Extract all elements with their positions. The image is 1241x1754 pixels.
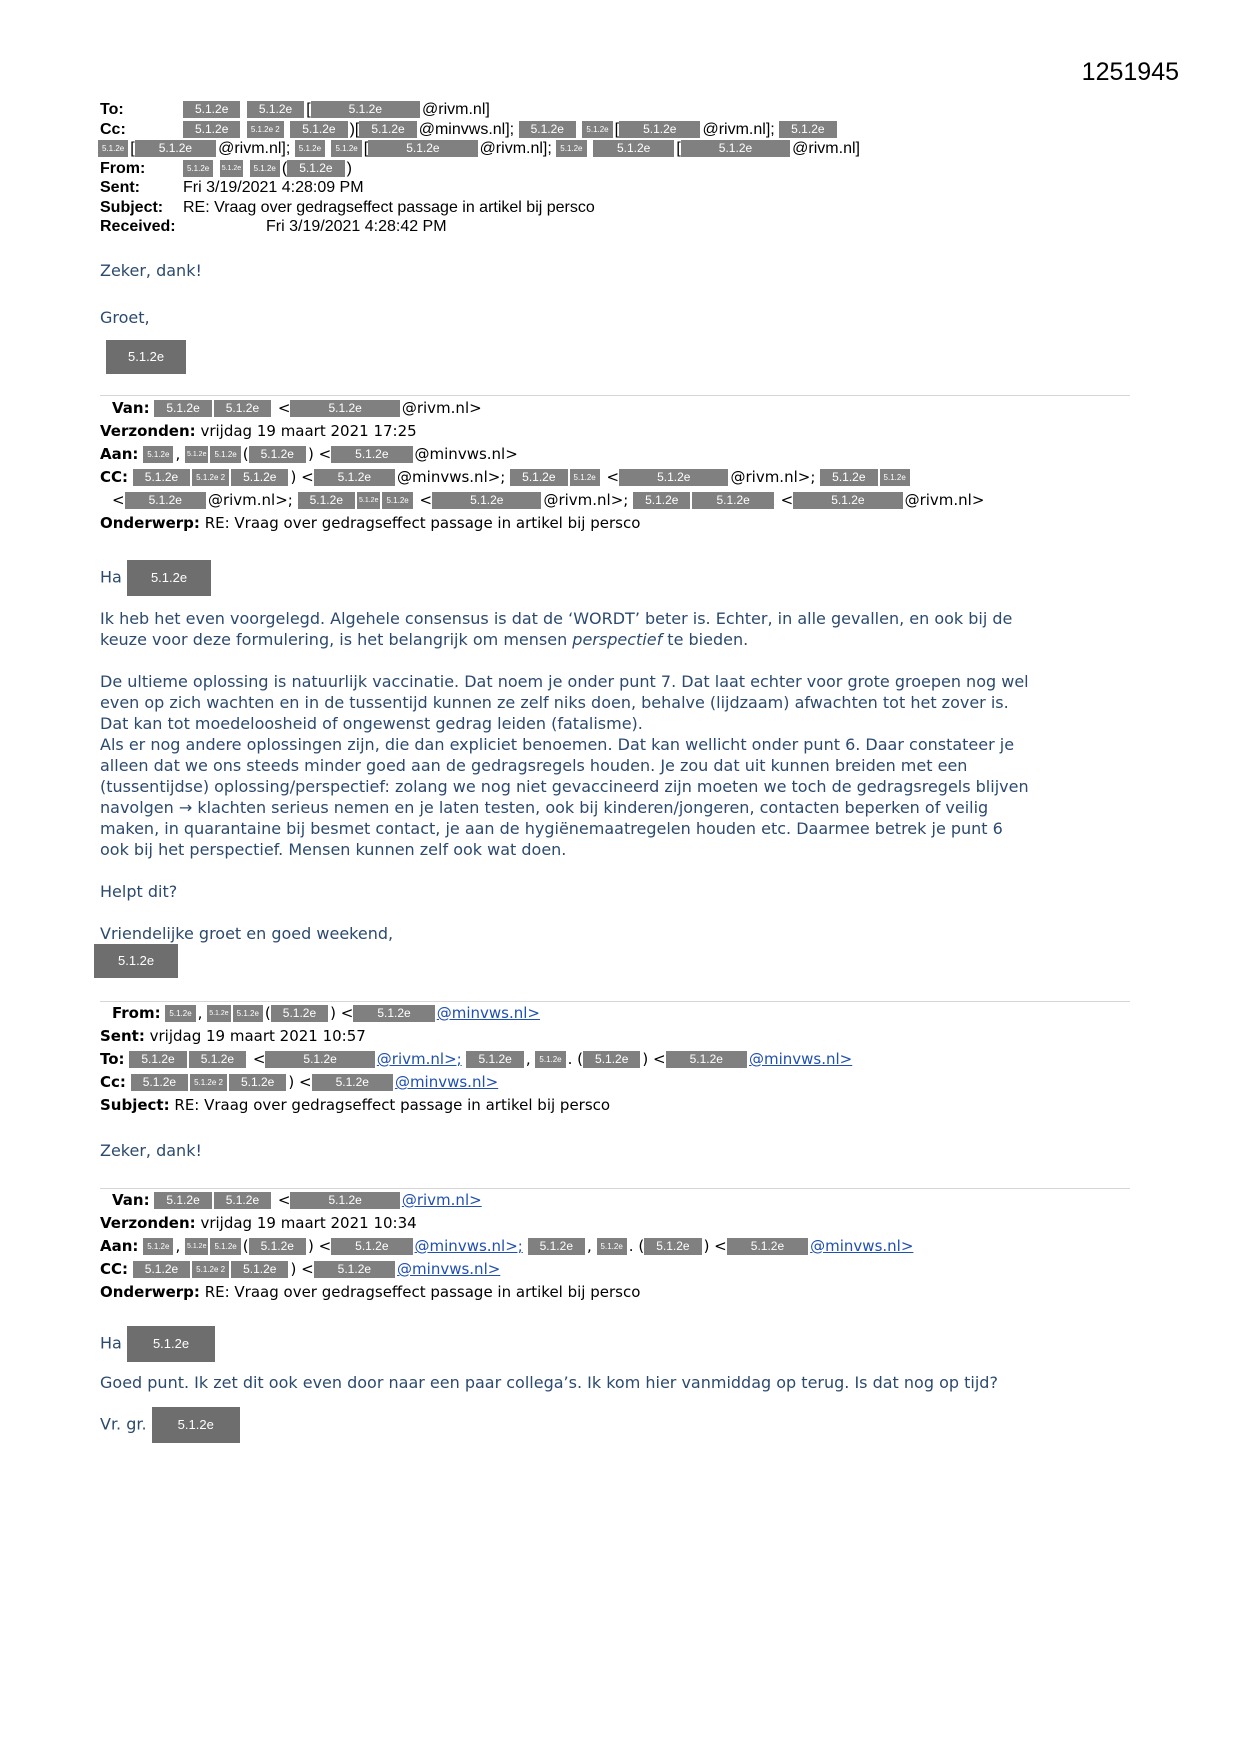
- redaction: 5.1.2e: [185, 1238, 208, 1255]
- to-value: 5.1.2e 5.1.2e [ 5.1.2e @rivm.nl]: [183, 100, 490, 120]
- redaction: 5.1.2e: [287, 160, 344, 177]
- subject-value: RE: Vraag over gedragseffect passage in artikel bij persco: [174, 1096, 611, 1114]
- message-2-header: Van: 5.1.2e 5.1.2e < 5.1.2e @rivm.nl> Verzonden: vrijdag 19 maart 2021 17:25 Aan: 5.1.2e , 5.1.2e 5.1.2e ( 5.1.2e ) < 5.1.2e @minvws.nl> CC: 5.1.2e 5.1.2e 2 5.1.2e ) < 5.1.2e @minvws.nl>; 5.1.2e 5.1.2e < 5.1.2e @rivm.nl>; 5.1.2e 5.1.2e < 5.1.2e @rivm.nl>; 5.1.2e 5.1.2e 5.1.2e < 5.1.2e @rivm.nl>; 5.1.2e 5.1.2e < 5.1.2e @rivm.nl> Onderwerp: RE: Vraag over gedragseffect passage in artikel bij persco: [100, 399, 985, 532]
- redaction: 5.1.2e: [368, 140, 477, 157]
- redaction: 5.1.2e 2: [192, 1261, 229, 1278]
- van-link[interactable]: @rivm.nl>: [401, 1191, 482, 1209]
- redaction: 5.1.2e: [466, 1051, 523, 1068]
- sent-value: Fri 3/19/2021 4:28:09 PM: [183, 179, 364, 196]
- redaction: 5.1.2e: [314, 1261, 395, 1278]
- redaction: 5.1.2e 2: [190, 1074, 227, 1091]
- redaction: 5.1.2e: [98, 140, 128, 157]
- redaction: 5.1.2e: [619, 469, 728, 486]
- message-4-closing: [100, 1407, 1140, 1443]
- to-label: To:: [100, 1050, 125, 1068]
- redaction: 5.1.2e: [250, 160, 280, 177]
- message-3-line: Zeker, dank!: [100, 1141, 202, 1160]
- sent-label: Sent:: [100, 179, 140, 196]
- cc-rivm: @rivm.nl];: [218, 140, 291, 157]
- subject-label: Subject:: [100, 198, 164, 216]
- redaction: 5.1.2e: [582, 121, 612, 138]
- cc-label: Cc:: [100, 120, 126, 138]
- redaction: 5.1.2e: [681, 140, 790, 157]
- header-from-row: [100, 159, 1160, 179]
- redaction: 5.1.2e: [127, 560, 211, 596]
- redaction: 5.1.2e: [727, 1238, 808, 1255]
- greeting-text: Ha: [100, 1333, 122, 1353]
- from-label: From:: [100, 159, 146, 177]
- redaction: 5.1.2e: [556, 140, 586, 157]
- redaction: 5.1.2e: [432, 492, 541, 509]
- redaction: 5.1.2e: [131, 1074, 188, 1091]
- message-1-greeting: Groet,: [100, 308, 150, 327]
- redaction: 5.1.2e: [214, 400, 271, 417]
- to-minvws-link[interactable]: @minvws.nl>: [748, 1050, 853, 1068]
- redaction: 5.1.2e: [331, 140, 361, 157]
- received-label: Received:: [100, 218, 176, 235]
- redaction: 5.1.2e: [570, 469, 600, 486]
- message-4-header: Van: 5.1.2e 5.1.2e < 5.1.2e @rivm.nl> Verzonden: vrijdag 19 maart 2021 10:34 Aan: 5.1.2e , 5.1.2e 5.1.2e ( 5.1.2e ) < 5.1.2e @minvws.nl>; 5.1.2e , 5.1.2e . ( 5.1.2e ) < 5.1.2e @minvws.nl> CC: 5.1.2e 5.1.2e 2 5.1.2e ) < 5.1.2e @minvws.nl> Onderwerp: RE: Vraag over gedragseffect passage in artikel bij persco: [100, 1191, 914, 1301]
- redaction: 5.1.2e: [779, 121, 836, 138]
- cc-label: CC:: [100, 1260, 129, 1278]
- redaction: 5.1.2e: [633, 492, 690, 509]
- redaction: 5.1.2e: [229, 1074, 286, 1091]
- redaction: 5.1.2e: [127, 1326, 215, 1362]
- cc-minvws-link[interactable]: @minvws.nl>: [397, 1260, 501, 1278]
- cc-rivm: @rivm.nl>;: [543, 491, 629, 509]
- paragraph-1-line-2: [100, 629, 1140, 650]
- closing-line: Vriendelijke groet en goed weekend,: [100, 924, 394, 943]
- redaction: 5.1.2e: [183, 121, 240, 138]
- redaction: 5.1.2e: [94, 944, 178, 978]
- cc-value: 5.1.2e 5.1.2e 2 5.1.2e )[ 5.1.2e @minvws.nl]; 5.1.2e 5.1.2e [ 5.1.2e @rivm.nl]; 5.1.2e: [183, 120, 839, 140]
- redaction: 5.1.2e: [880, 469, 910, 486]
- received-value: Fri 3/19/2021 4:28:42 PM: [266, 218, 447, 235]
- verzonden-value: vrijdag 19 maart 2021 17:25: [200, 422, 417, 440]
- cc-rivm: @rivm.nl>;: [730, 468, 816, 486]
- redaction: 5.1.2e: [290, 121, 347, 138]
- redaction: 5.1.2e: [143, 1238, 173, 1255]
- paragraph-2-line-9: ook bij het perspectief. Mensen kunnen zelf ook wat doen.: [100, 840, 567, 859]
- signature-redaction: [94, 944, 1140, 978]
- van-label: Van:: [112, 399, 150, 417]
- paragraph-2-line-1: De ultieme oplossing is natuurlijk vaccinatie. Dat noem je onder punt 7. Dat laat echter voor grote groepen nog wel: [100, 672, 1029, 691]
- redaction: 5.1.2e: [154, 400, 211, 417]
- message-2-body: [100, 560, 1140, 978]
- header-to-row: [100, 100, 1160, 120]
- redaction: 5.1.2e: [231, 469, 288, 486]
- question-line: Helpt dit?: [100, 882, 178, 901]
- redaction: 5.1.2e: [331, 446, 412, 463]
- redaction: 5.1.2e: [298, 492, 355, 509]
- onderwerp-label: Onderwerp:: [100, 1283, 200, 1301]
- document-number: 1251945: [1081, 58, 1179, 86]
- redaction: 5.1.2e: [528, 1238, 585, 1255]
- van-suffix: @rivm.nl>: [401, 399, 482, 417]
- redaction: 5.1.2e: [133, 469, 190, 486]
- redaction: 5.1.2e: [152, 1407, 240, 1443]
- aan-minvws-link[interactable]: @minvws.nl>;: [414, 1237, 523, 1255]
- paragraph-2-line-5: alleen dat we ons steeds minder goed aan de gedragsregels houden. Je zou dat uit kunnen breiden met een: [100, 756, 968, 775]
- redaction: 5.1.2e: [214, 1192, 271, 1209]
- redaction: 5.1.2e: [353, 1005, 434, 1022]
- redaction: 5.1.2e: [154, 1192, 211, 1209]
- cc-minvws: @minvws.nl];: [418, 120, 515, 138]
- cc-rivm-end: @rivm.nl]: [792, 140, 860, 157]
- to-label: To:: [100, 101, 124, 118]
- redaction: 5.1.2e: [535, 1051, 565, 1068]
- cc-value-2: 5.1.2e [ 5.1.2e @rivm.nl]; 5.1.2e 5.1.2e [ 5.1.2e @rivm.nl]; 5.1.2e 5.1.2e [ 5.1.2e @rivm.nl]: [98, 139, 860, 159]
- redaction: 5.1.2e: [143, 446, 173, 463]
- message-1-line: Zeker, dank!: [100, 261, 202, 280]
- to-rivm-link[interactable]: @rivm.nl>;: [376, 1050, 462, 1068]
- redaction: 5.1.2e: [644, 1238, 701, 1255]
- sent-value: vrijdag 19 maart 2021 10:57: [149, 1027, 366, 1045]
- redaction: 5.1.2e: [295, 140, 325, 157]
- redaction: 5.1.2e: [331, 1238, 412, 1255]
- redaction: 5.1.2e: [210, 446, 240, 463]
- paragraph-1-italic: perspectief: [572, 630, 663, 649]
- redaction: 5.1.2e: [185, 446, 208, 463]
- redaction: 5.1.2e: [165, 1005, 195, 1022]
- redaction: 5.1.2e: [519, 121, 576, 138]
- header-sent-row: [100, 178, 1160, 198]
- redaction: 5.1.2e: [249, 1238, 306, 1255]
- aan-minvws-end-link[interactable]: @minvws.nl>: [810, 1237, 914, 1255]
- redaction: 5.1.2e: [183, 101, 240, 118]
- redaction: 5.1.2e: [106, 340, 186, 374]
- cc-minvws: @minvws.nl>;: [397, 468, 506, 486]
- redaction: 5.1.2e: [692, 492, 773, 509]
- email-header: [100, 100, 1160, 237]
- paragraph-2-line-4: Als er nog andere oplossingen zijn, die dan expliciet benoemen. Dat kan wellicht onder punt 6. Daar constateer je: [100, 735, 1015, 754]
- redaction: 5.1.2e: [231, 1261, 288, 1278]
- redaction: 5.1.2e: [207, 1005, 230, 1022]
- redaction: 5.1.2e: [510, 469, 567, 486]
- cc-rivm: @rivm.nl>;: [207, 491, 293, 509]
- verzonden-label: Verzonden:: [100, 422, 196, 440]
- from-value: 5.1.2e 5.1.2e 5.1.2e ( 5.1.2e ): [183, 159, 352, 179]
- paragraph-2-line-2: even op zich wachten en in de tussentijd kunnen ze zelf niks doen, behalve (lijdzaam) afwachten tot het zover is.: [100, 693, 1009, 712]
- cc-rivm-end: @rivm.nl>: [904, 491, 985, 509]
- redaction: 5.1.2e: [357, 492, 380, 509]
- message-4-body: [100, 1326, 1140, 1443]
- from-link[interactable]: @minvws.nl>: [436, 1004, 540, 1022]
- redaction: 5.1.2e: [220, 160, 243, 177]
- redaction: 5.1.2e: [312, 1074, 393, 1091]
- paragraph-2-line-7: navolgen → klachten serieus nemen en je laten testen, ook bij kinderen/jongeren, contacten beperken of veilig: [100, 798, 989, 817]
- redaction: 5.1.2e: [314, 469, 395, 486]
- verzonden-label: Verzonden:: [100, 1214, 196, 1232]
- message-3-body: [100, 1140, 1140, 1161]
- redaction: 5.1.2e: [249, 446, 306, 463]
- cc-label: Cc:: [100, 1073, 126, 1091]
- subject-label: Subject:: [100, 1096, 170, 1114]
- redaction: 5.1.2e: [233, 1005, 263, 1022]
- redaction: 5.1.2e: [271, 1005, 328, 1022]
- redaction: 5.1.2e: [382, 492, 412, 509]
- cc-rivm: @rivm.nl];: [702, 120, 775, 138]
- paragraph-2-line-6: (tussentijdse) oplossing/perspectief: zolang we nog niet gevaccineerd zijn moeten we toch de gedragsregels blijven: [100, 777, 1029, 796]
- redaction: 5.1.2e: [359, 121, 416, 138]
- redaction: 5.1.2e: [133, 1261, 190, 1278]
- redaction: 5.1.2e: [247, 101, 304, 118]
- redaction: 5.1.2e: [290, 400, 399, 417]
- paragraph-1-text-end: te bieden.: [662, 630, 749, 649]
- redaction: 5.1.2e: [210, 1238, 240, 1255]
- paragraph-1-line-1: Ik heb het even voorgelegd. Algehele consensus is dat de ‘WORDT’ beter is. Echter, in alle gevallen, en ook bij de: [100, 609, 1013, 628]
- separator: [100, 395, 1130, 396]
- redaction: 5.1.2e: [183, 160, 213, 177]
- header-cc-row-2: [100, 139, 1160, 159]
- from-label: From:: [112, 1004, 161, 1022]
- onderwerp-label: Onderwerp:: [100, 514, 200, 532]
- message-1-body: [100, 260, 1140, 374]
- redaction: 5.1.2e: [189, 1051, 246, 1068]
- paragraph-1-text: keuze voor deze formulering, is het belangrijk om mensen: [100, 630, 573, 649]
- message-3-header: From: 5.1.2e , 5.1.2e 5.1.2e ( 5.1.2e ) < 5.1.2e @minvws.nl> Sent: vrijdag 19 maart 2021 10:57 To: 5.1.2e 5.1.2e < 5.1.2e @rivm.nl>; 5.1.2e , 5.1.2e . ( 5.1.2e ) < 5.1.2e @minvws.nl> Cc: 5.1.2e 5.1.2e 2 5.1.2e ) < 5.1.2e @minvws.nl> Subject: RE: Vraag over gedragseffect passage in artikel bij persco: [100, 1004, 853, 1114]
- cc-minvws-link[interactable]: @minvws.nl>: [394, 1073, 499, 1091]
- message-4-greeting: [100, 1326, 1140, 1362]
- header-received-row: [100, 217, 1160, 237]
- redaction: 5.1.2e: [129, 1051, 186, 1068]
- redaction: 5.1.2e: [583, 1051, 640, 1068]
- redaction: 5.1.2e: [125, 492, 206, 509]
- redaction: 5.1.2e 2: [247, 121, 284, 138]
- closing-text: Vr. gr.: [100, 1414, 147, 1434]
- redaction: 5.1.2e: [793, 492, 902, 509]
- redaction: 5.1.2e: [265, 1051, 374, 1068]
- redaction: 5.1.2e: [290, 1192, 399, 1209]
- sent-label: Sent:: [100, 1027, 145, 1045]
- redaction: 5.1.2e: [593, 140, 674, 157]
- redaction: 5.1.2e 2: [192, 469, 229, 486]
- verzonden-value: vrijdag 19 maart 2021 10:34: [200, 1214, 417, 1232]
- header-cc-row: [100, 120, 1160, 140]
- header-subject-row: [100, 198, 1160, 218]
- onderwerp-value: RE: Vraag over gedragseffect passage in artikel bij persco: [204, 1283, 641, 1301]
- cc-rivm: @rivm.nl];: [479, 140, 552, 157]
- aan-suffix: @minvws.nl>: [414, 445, 518, 463]
- redaction: 5.1.2e: [619, 121, 700, 138]
- aan-label: Aan:: [100, 445, 139, 463]
- redaction: 5.1.2e: [666, 1051, 747, 1068]
- aan-label: Aan:: [100, 1237, 139, 1255]
- signature-redaction: [106, 340, 1140, 374]
- message-4-line: Goed punt. Ik zet dit ook even door naar een paar collega’s. Ik kom hier vanmiddag op terug. Is dat nog op tijd?: [100, 1373, 998, 1392]
- redaction: 5.1.2e: [311, 101, 420, 118]
- redaction: 5.1.2e: [820, 469, 877, 486]
- paragraph-2-line-8: maken, in quarantaine bij besmet contact, je aan de hygiënemaatregelen houden etc. Daarmee betrek je punt 6: [100, 819, 1003, 838]
- onderwerp-value: RE: Vraag over gedragseffect passage in artikel bij persco: [204, 514, 641, 532]
- message-2-greeting: [100, 560, 1140, 596]
- greeting-text: Ha: [100, 567, 122, 587]
- van-label: Van:: [112, 1191, 150, 1209]
- redaction: 5.1.2e: [597, 1238, 627, 1255]
- paragraph-2-line-3: Dat kan tot moedeloosheid of ongewenst gedrag leiden (fatalisme).: [100, 714, 643, 733]
- subject-value: RE: Vraag over gedragseffect passage in artikel bij persco: [183, 198, 595, 216]
- to-suffix: @rivm.nl]: [422, 101, 490, 118]
- cc-label: CC:: [100, 468, 129, 486]
- redaction: 5.1.2e: [135, 140, 216, 157]
